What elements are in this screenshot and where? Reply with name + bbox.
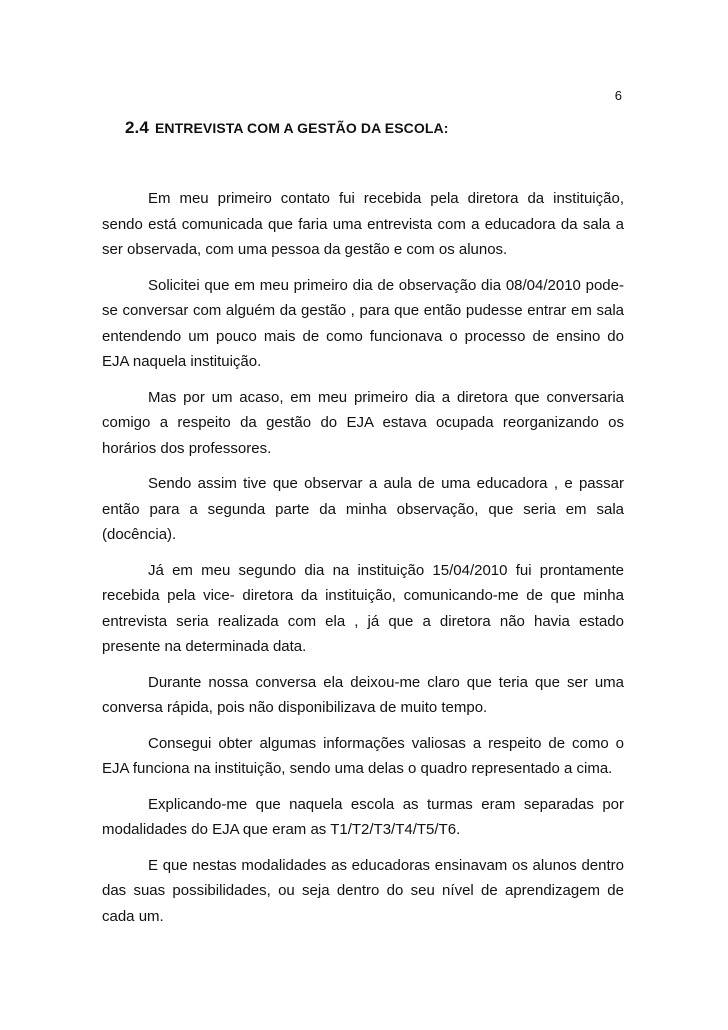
paragraph: Solicitei que em meu primeiro dia de observação dia 08/04/2010 pode-se conversar com alguém da gestão , para que então pudesse entrar em sala entendendo um pouco mais de como funcionava o processo de ensino do EJA naquela instituição. <box>102 276 624 370</box>
section-number: 2.4 <box>125 118 149 137</box>
paragraph: Consegui obter algumas informações valiosas a respeito de como o EJA funciona na instituição, sendo uma delas o quadro representado a cima. <box>102 734 624 777</box>
paragraph: Sendo assim tive que observar a aula de uma educadora , e passar então para a segunda parte da minha observação, que seria em sala (docência). <box>102 475 624 543</box>
paragraph: Explicando-me que naquela escola as turmas eram separadas por modalidades do EJA que eram as T1/T2/T3/T4/T5/T6. <box>102 795 624 838</box>
paragraph: E que nestas modalidades as educadoras ensinavam os alunos dentro das suas possibilidades, ou seja dentro do seu nível de aprendizagem de cada um. <box>102 856 624 925</box>
document-body <box>102 186 624 939</box>
section-title: ENTREVISTA COM A GESTÃO DA ESCOLA: <box>154 120 449 136</box>
page-number: 6 <box>614 88 622 103</box>
paragraph: Durante nossa conversa ela deixou-me claro que teria que ser uma conversa rápida, pois não disponibilizava de muito tempo. <box>102 673 624 716</box>
paragraph: Em meu primeiro contato fui recebida pela diretora da instituição, sendo está comunicada que faria uma entrevista com a educadora da sala a ser observada, com uma pessoa da gestão e com os alunos. <box>102 190 624 258</box>
paragraph: Mas por um acaso, em meu primeiro dia a diretora que conversaria comigo a respeito da gestão do EJA estava ocupada reorganizando os horários dos professores. <box>102 388 624 457</box>
section-heading <box>125 118 448 138</box>
paragraph: Já em meu segundo dia na instituição 15/04/2010 fui prontamente recebida pela vice- diretora da instituição, comunicando-me de que minha entrevista seria realizada com ela , já que a diretora não havia estado presente na determinada data. <box>102 561 624 655</box>
